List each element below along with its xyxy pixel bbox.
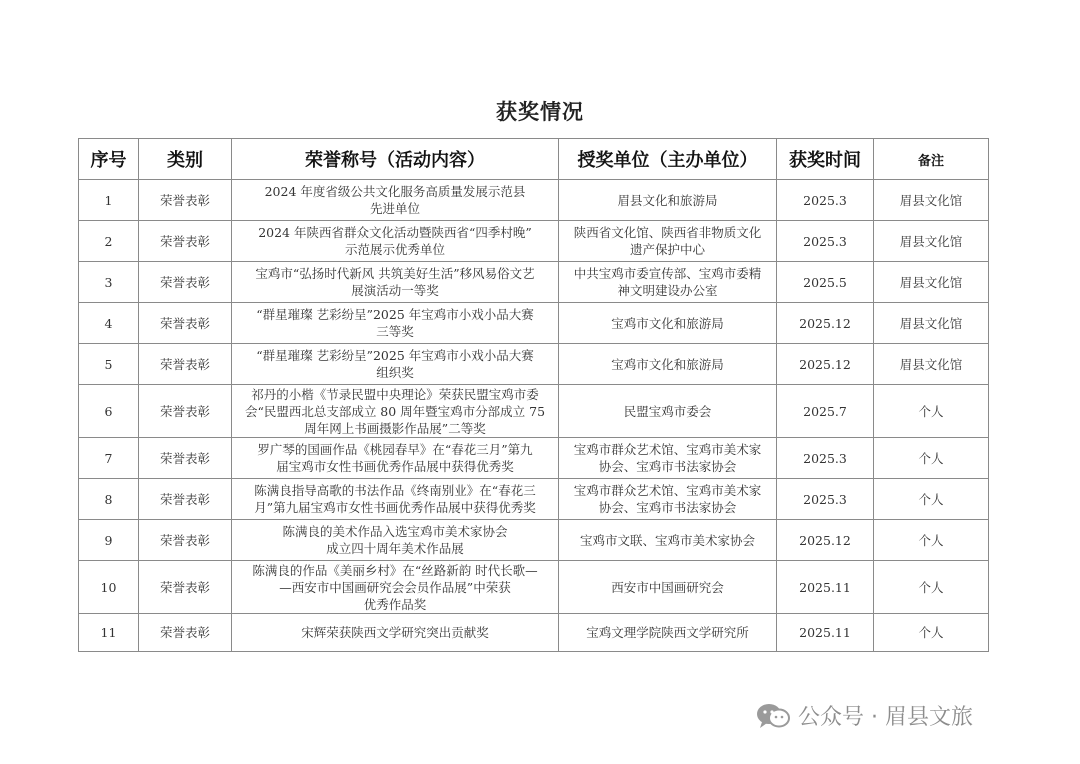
cell-date: 2025.7 (777, 385, 874, 438)
table-row (79, 438, 989, 479)
table-row (79, 180, 989, 221)
cell-honor: 2024 年陕西省群众文化活动暨陕西省“四季村晚” 示范展示优秀单位 (232, 221, 559, 262)
cell-note: 眉县文化馆 (874, 221, 989, 262)
table-row (79, 561, 989, 614)
cell-no: 11 (79, 614, 139, 652)
cell-unit: 宝鸡市群众艺术馆、宝鸡市美术家 协会、宝鸡市书法家协会 (559, 479, 777, 520)
cell-category: 荣誉表彰 (139, 520, 232, 561)
cell-date: 2025.12 (777, 520, 874, 561)
cell-date: 2025.11 (777, 614, 874, 652)
cell-honor: “群星璀璨 艺彩纷呈”2025 年宝鸡市小戏小品大赛 三等奖 (232, 303, 559, 344)
table-row (79, 520, 989, 561)
cell-category: 荣誉表彰 (139, 385, 232, 438)
cell-date: 2025.12 (777, 344, 874, 385)
cell-honor: 宝鸡市“弘扬时代新风 共筑美好生活”移风易俗文艺 展演活动一等奖 (232, 262, 559, 303)
cell-category: 荣誉表彰 (139, 221, 232, 262)
table-row (79, 479, 989, 520)
cell-note: 眉县文化馆 (874, 262, 989, 303)
table-header-row (79, 139, 989, 180)
header-no: 序号 (79, 139, 139, 180)
cell-note: 个人 (874, 385, 989, 438)
cell-category: 荣誉表彰 (139, 438, 232, 479)
table-row (79, 303, 989, 344)
cell-honor: 2024 年度省级公共文化服务高质量发展示范县 先进单位 (232, 180, 559, 221)
cell-note: 个人 (874, 561, 989, 614)
cell-no: 4 (79, 303, 139, 344)
cell-category: 荣誉表彰 (139, 561, 232, 614)
cell-no: 10 (79, 561, 139, 614)
cell-honor: 宋辉荣获陕西文学研究突出贡献奖 (232, 614, 559, 652)
watermark-text: 公众号 · 眉县文旅 (798, 705, 973, 730)
cell-date: 2025.3 (777, 438, 874, 479)
cell-unit: 眉县文化和旅游局 (559, 180, 777, 221)
cell-category: 荣誉表彰 (139, 180, 232, 221)
cell-honor: 陈满良指导高歌的书法作品《终南别业》在“春花三 月”第九届宝鸡市女性书画优秀作品展中获得优秀奖 (232, 479, 559, 520)
cell-unit: 民盟宝鸡市委会 (559, 385, 777, 438)
table-row (79, 344, 989, 385)
cell-no: 2 (79, 221, 139, 262)
awards-table (78, 138, 989, 652)
wechat-icon (756, 703, 790, 729)
cell-no: 5 (79, 344, 139, 385)
cell-honor: 罗广琴的国画作品《桃园春早》在“春花三月”第九 届宝鸡市女性书画优秀作品展中获得优秀奖 (232, 438, 559, 479)
cell-unit: 宝鸡市文化和旅游局 (559, 303, 777, 344)
header-date: 获奖时间 (777, 139, 874, 180)
cell-date: 2025.11 (777, 561, 874, 614)
cell-unit: 宝鸡市群众艺术馆、宝鸡市美术家 协会、宝鸡市书法家协会 (559, 438, 777, 479)
cell-note: 眉县文化馆 (874, 180, 989, 221)
cell-category: 荣誉表彰 (139, 479, 232, 520)
cell-note: 个人 (874, 520, 989, 561)
cell-honor: 陈满良的美术作品入选宝鸡市美术家协会 成立四十周年美术作品展 (232, 520, 559, 561)
cell-no: 8 (79, 479, 139, 520)
cell-no: 9 (79, 520, 139, 561)
page-title: 获奖情况 (496, 99, 584, 124)
cell-note: 眉县文化馆 (874, 303, 989, 344)
cell-unit: 宝鸡文理学院陕西文学研究所 (559, 614, 777, 652)
cell-note: 眉县文化馆 (874, 344, 989, 385)
cell-note: 个人 (874, 438, 989, 479)
cell-honor: 陈满良的作品《美丽乡村》在“丝路新韵 时代长歌— —西安市中国画研究会会员作品展”中荣获 优秀作品奖 (232, 561, 559, 614)
cell-date: 2025.3 (777, 221, 874, 262)
cell-note: 个人 (874, 479, 989, 520)
cell-unit: 宝鸡市文化和旅游局 (559, 344, 777, 385)
cell-no: 1 (79, 180, 139, 221)
header-category: 类别 (139, 139, 232, 180)
cell-unit: 宝鸡市文联、宝鸡市美术家协会 (559, 520, 777, 561)
table-body (79, 180, 989, 652)
cell-category: 荣誉表彰 (139, 614, 232, 652)
cell-unit: 中共宝鸡市委宣传部、宝鸡市委精 神文明建设办公室 (559, 262, 777, 303)
cell-honor: “群星璀璨 艺彩纷呈”2025 年宝鸡市小戏小品大赛 组织奖 (232, 344, 559, 385)
cell-unit: 陕西省文化馆、陕西省非物质文化 遗产保护中心 (559, 221, 777, 262)
cell-no: 7 (79, 438, 139, 479)
cell-category: 荣誉表彰 (139, 303, 232, 344)
cell-no: 6 (79, 385, 139, 438)
cell-no: 3 (79, 262, 139, 303)
cell-category: 荣誉表彰 (139, 344, 232, 385)
table-row (79, 221, 989, 262)
header-honor: 荣誉称号（活动内容） (232, 139, 559, 180)
cell-note: 个人 (874, 614, 989, 652)
header-note: 备注 (874, 139, 989, 180)
cell-date: 2025.12 (777, 303, 874, 344)
cell-date: 2025.3 (777, 180, 874, 221)
table-row (79, 614, 989, 652)
cell-category: 荣誉表彰 (139, 262, 232, 303)
table-row (79, 385, 989, 438)
cell-date: 2025.5 (777, 262, 874, 303)
cell-unit: 西安市中国画研究会 (559, 561, 777, 614)
watermark (756, 700, 973, 731)
cell-date: 2025.3 (777, 479, 874, 520)
table-row (79, 262, 989, 303)
cell-honor: 祁丹的小楷《节录民盟中央理论》荣获民盟宝鸡市委 会“民盟西北总支部成立 80 周年暨宝鸡市分部成立 75 周年网上书画摄影作品展”二等奖 (232, 385, 559, 438)
header-unit: 授奖单位（主办单位） (559, 139, 777, 180)
